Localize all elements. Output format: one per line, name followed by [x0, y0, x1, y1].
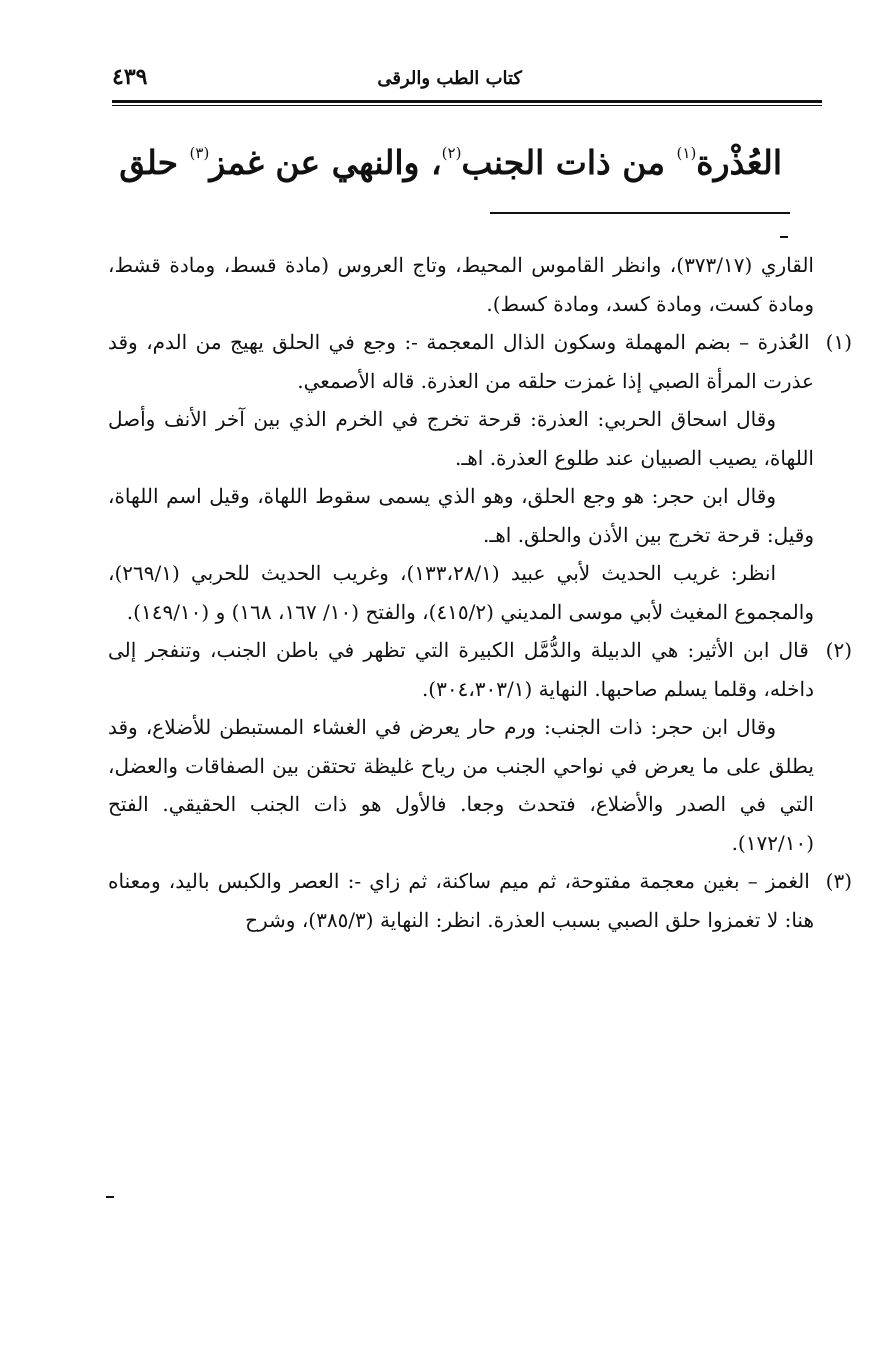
chapter-heading: [112, 128, 782, 188]
footnote-1: [108, 323, 852, 400]
page-number: ٤٣٩: [112, 64, 148, 90]
footnote-2: [108, 631, 852, 708]
header-rule: [112, 100, 822, 103]
footnote-1-paragraph-3: وقال ابن حجر: هو وجع الحلق، وهو الذي يسمى سقوط اللهاة، وقيل اسم اللهاة، وقيل: قرحة تخرج بين الأذن والحلق. اهـ.: [108, 484, 814, 547]
footnote-2-text: قال ابن الأثير: هي الدبيلة والدُّمَّل الكبيرة التي تظهر في باطن الجنب، وتنفجر إلى داخله، وقلما يسلم صاحبها. النهاية (٣٠٤،٣٠٣/١).: [108, 638, 814, 701]
footnote-number-3: (٣): [825, 869, 853, 893]
footnote-1-paragraph-4: انظر: غريب الحديث لأبي عبيد (١٣٣،٢٨/١)، وغريب الحديث للحربي (٢٦٩/١)، والمجموع المغيث لأبي موسى المديني (٤١٥/٢)، والفتح (١٠/ ١٦٧، ١٦٨) و (١٤٩/١٠).: [108, 561, 814, 624]
footnote-carryover: القاري (٣٧٣/١٧)، وانظر القاموس المحيط، وتاج العروس (مادة قسط، ومادة قشط، ومادة كست، ومادة كسد، ومادة كسط).: [108, 253, 814, 316]
footnote-2-paragraph-2: وقال ابن حجر: ذات الجنب: ورم حار يعرض في الغشاء المستبطن للأضلاع، وقد يطلق على ما يعرض في نواحي الجنب من رياح غليظة تحتقن بين الصفاقات والعضل، التي في الصدر والأضلاع، فتحدث وجعا. فالأول هو ذات الجنب الحقيقي. الفتح (١٧٢/١٠).: [108, 715, 814, 855]
heading-text-4: حلق: [119, 143, 190, 182]
footnote-3: [108, 862, 853, 939]
footnote-ref-1: (١): [676, 144, 697, 162]
footnote-ref-3: (٣): [189, 144, 210, 162]
footnote-ref-2: (٢): [441, 144, 462, 162]
footnote-number-1: (١): [825, 330, 852, 354]
footnote-1-paragraph-2: وقال اسحاق الحربي: العذرة: قرحة تخرج في الخرم الذي بين آخر الأنف وأصل اللهاة، يصيب الصبيان عند طلوع العذرة. اهـ.: [108, 407, 814, 470]
continuation-mark-top: [780, 236, 788, 238]
book-title: كتاب الطب والرقى: [377, 68, 522, 89]
heading-text-1: العُذْرة: [696, 143, 782, 182]
footnote-3-text: الغمز – بغين معجمة مفتوحة، ثم ميم ساكنة، ثم زاي -: العصر والكبس باليد، ومعناه هنا: لا تغمزوا حلق الصبي بسبب العذرة. انظر: النهاية (٣٨٥/٣)، وشرح: [108, 869, 814, 932]
continuation-mark-bottom: [106, 1196, 114, 1198]
running-header: [112, 62, 822, 98]
heading-text-2: من ذات الجنب: [461, 143, 677, 182]
footnote-separator: [490, 212, 790, 214]
footnote-number-2: (٢): [825, 638, 852, 662]
header-rule-thin: [112, 105, 822, 106]
footnote-1-text: العُذرة – بضم المهملة وسكون الذال المعجمة -: وجع في الحلق يهيج من الدم، وقد عذرت المرأة الصبي إذا غمزت حلقه من العذرة. قاله الأصمعي.: [108, 330, 814, 393]
footnotes-section: [108, 246, 853, 939]
heading-text-3: ، والنهي عن غمز: [209, 143, 442, 182]
